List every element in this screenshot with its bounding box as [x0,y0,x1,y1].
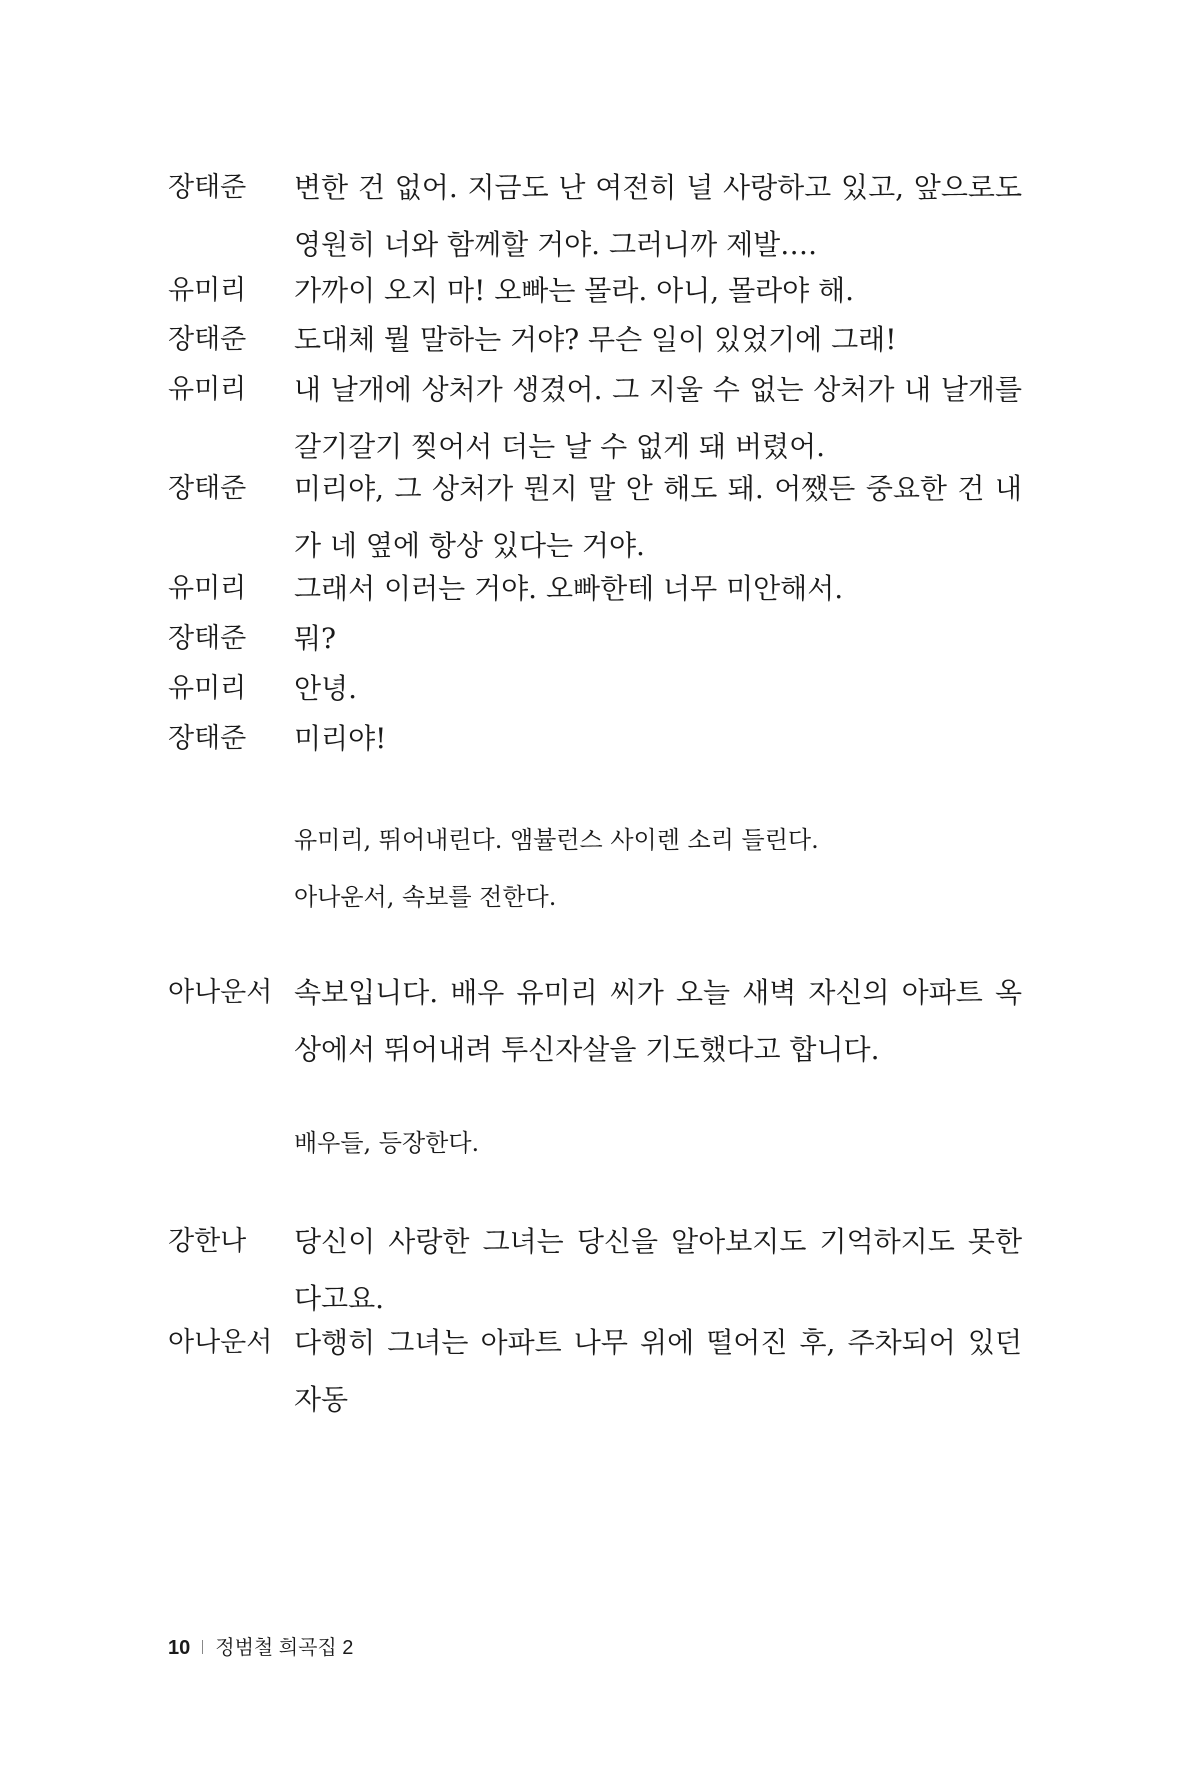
stage-direction-line: 유미리, 뛰어내린다. 앰뷸런스 사이렌 소리 들린다. [294,826,819,854]
dialogue-text: 당신이 사랑한 그녀는 당신을 알아보지도 기억하지도 못한다고요. [294,1225,1022,1315]
speaker-name: 아나운서 [168,1327,273,1357]
speaker-name: 유미리 [168,374,247,404]
speaker-name: 유미리 [168,673,247,703]
dialogue-text: 뭐? [294,622,337,655]
footer-divider [202,1640,203,1654]
stage-direction [294,812,1022,926]
speaker-name: 장태준 [168,723,247,753]
stage-direction-line: 아나운서, 속보를 전한다. [294,883,557,911]
dialogue-text: 미리야! [294,722,387,755]
dialogue-text: 속보입니다. 배우 유미리 씨가 오늘 새벽 자신의 아파트 옥상에서 뛰어내려 투신자살을 기도했다고 합니다. [294,976,1022,1066]
page-footer [168,1636,353,1660]
dialogue-text: 도대체 뭘 말하는 거야? 무슨 일이 있었기에 그래! [294,323,897,356]
dialogue-text: 안녕. [294,672,357,705]
speaker-name: 유미리 [168,275,247,305]
book-title: 정범철 희곡집 2 [215,1637,354,1659]
stage-direction [294,1115,1022,1172]
dialogue-text: 가까이 오지 마! 오빠는 몰라. 아니, 몰라야 해. [294,274,855,307]
dialogue-text: 내 날개에 상처가 생겼어. 그 지울 수 없는 상처가 내 날개를 갈기갈기 찢어서 더는 날 수 없게 돼 버렸어. [294,373,1022,463]
dialogue-text: 그래서 이러는 거야. 오빠한테 너무 미안해서. [294,572,844,605]
speaker-name: 강한나 [168,1226,247,1256]
speaker-name: 장태준 [168,473,247,503]
dialogue-text: 미리야, 그 상처가 뭔지 말 안 해도 돼. 어쨌든 중요한 건 내가 네 옆에 항상 있다는 거야. [294,472,1022,562]
page-number: 10 [168,1637,191,1659]
speaker-name: 장태준 [168,324,247,354]
dialogue-text: 변한 건 없어. 지금도 난 여전히 널 사랑하고 있고, 앞으로도 영원히 너와 함께할 거야. 그러니까 제발…. [294,171,1022,261]
speaker-name: 유미리 [168,573,247,603]
speaker-name: 아나운서 [168,977,273,1007]
speaker-name: 장태준 [168,623,247,653]
dialogue-text: 다행히 그녀는 아파트 나무 위에 떨어진 후, 주차되어 있던 자동 [294,1326,1022,1416]
speaker-name: 장태준 [168,172,247,202]
stage-direction-line: 배우들, 등장한다. [294,1129,480,1157]
